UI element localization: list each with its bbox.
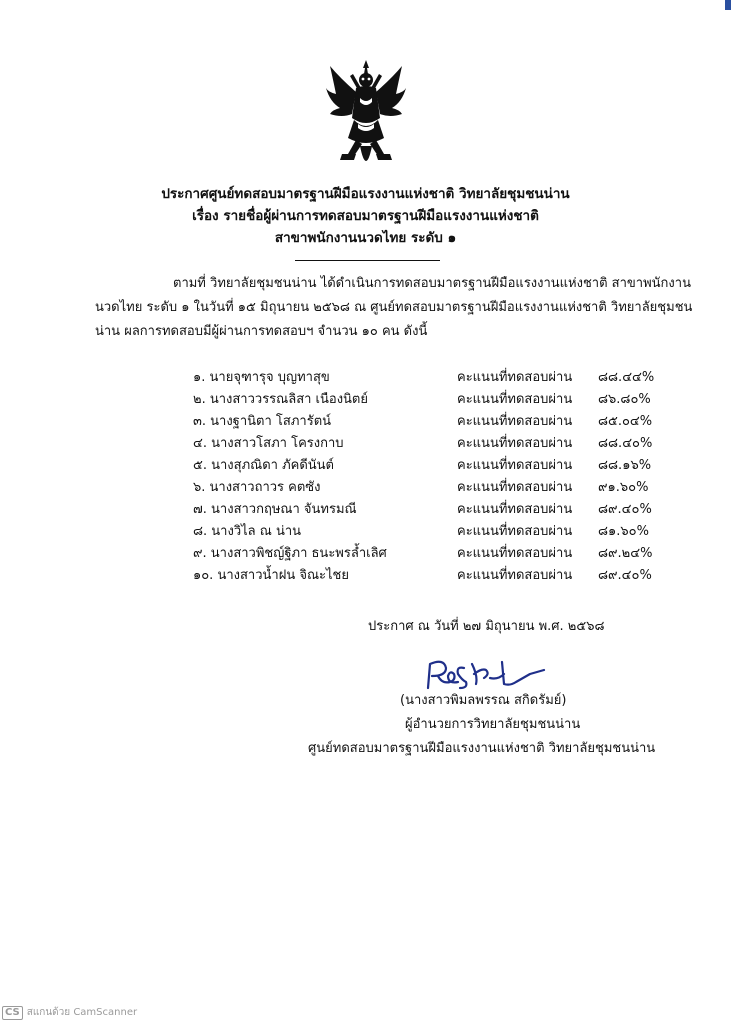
scan-edge-mark bbox=[725, 0, 731, 10]
score-value: ๘๖.๘๐% bbox=[598, 392, 651, 407]
candidate-name: ๕. นางสุภณิดา ภัคดีนันต์ bbox=[193, 458, 335, 473]
signer-organization: ศูนย์ทดสอบมาตรฐานฝีมือแรงงานแห่งชาติ วิทยาลัยชุมชนน่าน bbox=[308, 741, 656, 756]
score-label: คะแนนที่ทดสอบผ่าน bbox=[457, 480, 573, 495]
score-value: ๘๑.๖๐% bbox=[598, 524, 649, 539]
score-value: ๘๘.๑๖% bbox=[598, 458, 652, 473]
header-divider bbox=[295, 260, 440, 261]
score-value: ๘๙.๔๐% bbox=[598, 568, 652, 583]
announcement-branch: สาขาพนักงานนวดไทย ระดับ ๑ bbox=[274, 230, 457, 246]
score-label: คะแนนที่ทดสอบผ่าน bbox=[457, 414, 573, 429]
score-label: คะแนนที่ทดสอบผ่าน bbox=[457, 370, 573, 385]
candidate-name: ๑๐. นางสาวน้ำฝน จิณะไชย bbox=[193, 568, 349, 583]
score-label: คะแนนที่ทดสอบผ่าน bbox=[457, 568, 573, 583]
body-paragraph-line-3: น่าน ผลการทดสอบมีผู้ผ่านการทดสอบฯ จำนวน ๑๐ คน ดังนี้ bbox=[95, 324, 428, 339]
score-label: คะแนนที่ทดสอบผ่าน bbox=[457, 458, 573, 473]
score-value: ๘๙.๔๐% bbox=[598, 502, 652, 517]
score-value: ๙๑.๖๐% bbox=[598, 480, 649, 495]
score-label: คะแนนที่ทดสอบผ่าน bbox=[457, 546, 573, 561]
score-label: คะแนนที่ทดสอบผ่าน bbox=[457, 524, 573, 539]
signer-position: ผู้อำนวยการวิทยาลัยชุมชนน่าน bbox=[405, 717, 581, 732]
handwritten-signature bbox=[420, 654, 550, 694]
camscanner-watermark bbox=[2, 1006, 137, 1020]
signer-name: (นางสาวพิมลพรรณ สกิดรัมย์) bbox=[400, 693, 567, 708]
camscanner-text: สแกนด้วย CamScanner bbox=[26, 1007, 138, 1018]
candidate-name: ๒. นางสาววรรณลิสา เนืองนิตย์ bbox=[193, 392, 368, 407]
candidate-name: ๖. นางสาวถาวร คตซัง bbox=[193, 480, 321, 495]
candidate-name: ๑. นายจุฑารุจ บุญทาสุข bbox=[193, 370, 330, 385]
body-paragraph-line-2: นวดไทย ระดับ ๑ ในวันที่ ๑๕ มิถุนายน ๒๕๖๘ ณ ศูนย์ทดสอบมาตรฐานฝีมือแรงงานแห่งชาติ วิทยาลัยชุมชน bbox=[95, 300, 693, 315]
candidate-name: ๓. นางฐานิตา โสภารัตน์ bbox=[193, 414, 332, 429]
candidate-name: ๘. นางวิไล ณ น่าน bbox=[193, 524, 302, 539]
score-value: ๘๘.๔๔% bbox=[598, 370, 655, 385]
score-value: ๘๘.๔๐% bbox=[598, 436, 653, 451]
candidate-name: ๔. นางสาวโสภา โครงกาบ bbox=[193, 436, 344, 451]
score-label: คะแนนที่ทดสอบผ่าน bbox=[457, 436, 573, 451]
announcement-title: ประกาศศูนย์ทดสอบมาตรฐานฝีมือแรงงานแห่งชาติ วิทยาลัยชุมชนน่าน bbox=[161, 186, 570, 202]
announcement-date: ประกาศ ณ วันที่ ๒๗ มิถุนายน พ.ศ. ๒๕๖๘ bbox=[368, 619, 605, 634]
score-label: คะแนนที่ทดสอบผ่าน bbox=[457, 392, 573, 407]
body-paragraph-line-1: ตามที่ วิทยาลัยชุมชนน่าน ได้ดำเนินการทดสอบมาตรฐานฝีมือแรงงานแห่งชาติ สาขาพนักงาน bbox=[173, 276, 691, 291]
announcement-subject: เรื่อง รายชื่อผู้ผ่านการทดสอบมาตรฐานฝีมือแรงงานแห่งชาติ bbox=[192, 208, 539, 224]
garuda-emblem-icon bbox=[326, 58, 406, 176]
camscanner-logo-icon: CS bbox=[2, 1006, 23, 1020]
score-value: ๘๕.๐๔% bbox=[598, 414, 653, 429]
candidate-name: ๙. นางสาวพิชญ์ฐิภา ธนะพรล้ำเลิศ bbox=[193, 546, 387, 561]
score-label: คะแนนที่ทดสอบผ่าน bbox=[457, 502, 573, 517]
candidate-name: ๗. นางสาวกฤษณา จันทรมณี bbox=[193, 502, 357, 517]
score-value: ๘๙.๒๔% bbox=[598, 546, 653, 561]
